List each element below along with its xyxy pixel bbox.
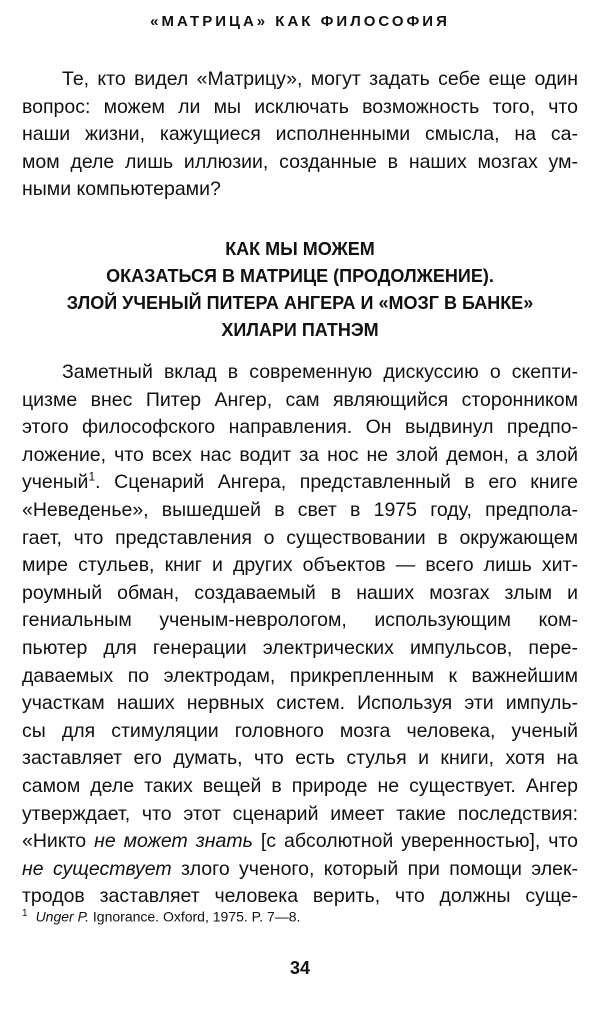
text-fragment: ученый xyxy=(22,471,89,494)
text-line: цизме внес Питер Ангер, сам являющийся сторонником xyxy=(22,388,578,411)
text-fragment: [с абсолютной уверенностью], что xyxy=(252,830,579,853)
text-line: «Неведенье», вышедшей в свет в 1975 году, предпола- xyxy=(22,498,578,521)
text-fragment: «Никто xyxy=(22,830,95,853)
footnote-author: Unger P. xyxy=(35,908,90,925)
text-line: этого философского направления. Он выдвинул предпо- xyxy=(22,416,578,439)
text-line xyxy=(22,828,578,856)
section-heading-line: ЗЛОЙ УЧЕНЫЙ ПИТЕРА АНГЕРА И «МОЗГ В БАНКЕ» xyxy=(66,293,534,313)
text-fragment: злого ученого, который при помощи элек- xyxy=(171,857,579,880)
page-number: 34 xyxy=(289,958,311,978)
section-heading xyxy=(22,236,578,344)
emphasis-text: не существует xyxy=(22,857,172,880)
text-line: даваемых по электродам, прикрепленным к важнейшим xyxy=(22,664,578,687)
emphasis-text: не может знать xyxy=(94,830,253,853)
section-heading-line: ХИЛАРИ ПАТНЭМ xyxy=(221,320,379,340)
text-line: Заметный вклад в современную дискуссию о скепти- xyxy=(62,361,578,383)
text-fragment: . Сценарий Ангера, представленный в его книге xyxy=(95,471,578,494)
text-line: Те, кто видел «Матрицу», могут задать себе еще один xyxy=(62,68,578,90)
footnote-text: Ignorance. Oxford, 1975. P. 7—8. xyxy=(89,908,301,925)
text-line: ными компьютерами? xyxy=(22,178,221,201)
text-line: гает, что представления о существовании в окружающем xyxy=(22,526,578,549)
text-line: утверждает, что этот сценарий имеет такие последствия: xyxy=(22,802,578,825)
section-heading-line: КАК МЫ МОЖЕМ xyxy=(225,239,375,259)
footnote xyxy=(22,905,578,926)
running-head: «МАТРИЦА» КАК ФИЛОСОФИЯ xyxy=(150,13,450,30)
text-line: сы для стимуляции головного мозга человека, ученый xyxy=(22,719,578,742)
text-line: вопрос: можем ли мы исключать возможность того, что xyxy=(22,95,578,118)
text-line: самом деле таких вещей в природе не существует. Ангер xyxy=(22,774,578,797)
text-line: наши жизни, кажущиеся исполненными смысла, на са- xyxy=(22,123,578,146)
text-line: мире стульев, книг и других объектов — всего лишь хит- xyxy=(22,554,578,577)
text-line: роумный обман, создаваемый в наших мозгах злым и xyxy=(22,581,578,604)
text-line: ложение, что всех нас водит за нос не злой демон, а злой xyxy=(22,443,578,466)
text-line: мом деле лишь иллюзии, созданные в наших мозгах ум- xyxy=(22,150,578,173)
intro-paragraph xyxy=(22,66,578,204)
section-heading-line: ОКАЗАТЬСЯ В МАТРИЦЕ (ПРОДОЛЖЕНИЕ). xyxy=(106,266,494,286)
footnote-reference[interactable]: 1 xyxy=(88,469,96,484)
text-line: участкам наших нервных систем. Используя эти импуль- xyxy=(22,692,578,715)
text-line xyxy=(22,856,578,884)
text-line: гениальным ученым-неврологом, использующим ком- xyxy=(22,609,578,632)
main-paragraph xyxy=(22,359,578,911)
text-line xyxy=(22,469,578,497)
footnote-mark: 1 xyxy=(22,908,28,919)
text-line: заставляет его думать, что есть стулья и книги, хотя на xyxy=(22,747,578,770)
text-line: тродов заставляет человека верить, что должны суще- xyxy=(22,885,578,908)
text-line: пьютер для генерации электрических импульсов, пере- xyxy=(22,636,578,659)
